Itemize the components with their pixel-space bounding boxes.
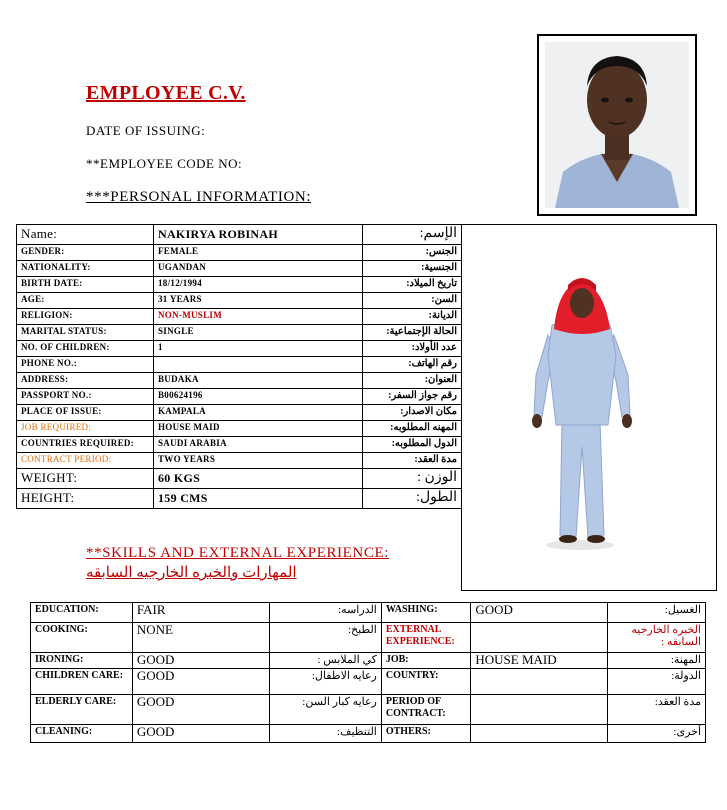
field-label-arabic: المهنه المطلوبه: xyxy=(363,421,462,437)
skill-label-arabic: الطبخ: xyxy=(269,623,381,653)
experience-label: EXTERNAL EXPERIENCE: xyxy=(381,623,471,653)
experience-value xyxy=(471,669,608,695)
field-label: JOB REQUIRED: xyxy=(17,421,154,437)
experience-label: PERIOD OF CONTRACT: xyxy=(381,695,471,725)
field-value: TWO YEARS xyxy=(154,453,363,469)
experience-label: JOB: xyxy=(381,653,471,669)
skills-row xyxy=(31,695,706,725)
field-value: HOUSE MAID xyxy=(154,421,363,437)
field-value: SINGLE xyxy=(154,325,363,341)
personal-info-row xyxy=(17,225,462,245)
field-value xyxy=(154,357,363,373)
skill-label: IRONING: xyxy=(31,653,133,669)
field-value: FEMALE xyxy=(154,245,363,261)
personal-info-row xyxy=(17,261,462,277)
skills-table xyxy=(30,602,706,743)
skills-heading: **SKILLS AND EXTERNAL EXPERIENCE: xyxy=(86,545,389,561)
personal-info-row xyxy=(17,421,462,437)
field-label-arabic: تاريخ الميلاد: xyxy=(363,277,462,293)
experience-label: COUNTRY: xyxy=(381,669,471,695)
field-label-arabic: مكان الاصدار: xyxy=(363,405,462,421)
personal-info-row xyxy=(17,389,462,405)
employee-code-label: **EMPLOYEE CODE NO: xyxy=(86,156,243,171)
skills-row xyxy=(31,669,706,695)
field-label-arabic: مدة العقد: xyxy=(363,453,462,469)
field-label-arabic: السن: xyxy=(363,293,462,309)
skill-label: ELDERLY CARE: xyxy=(31,695,133,725)
experience-value: GOOD xyxy=(471,603,608,623)
field-label: ADDRESS: xyxy=(17,373,154,389)
field-value: NAKIRYA ROBINAH xyxy=(154,225,363,245)
field-value: B00624196 xyxy=(154,389,363,405)
experience-label-arabic: مدة العقد: xyxy=(608,695,706,725)
field-label: AGE: xyxy=(17,293,154,309)
field-label-arabic: العنوان: xyxy=(363,373,462,389)
skill-value: GOOD xyxy=(132,669,269,695)
skills-row xyxy=(31,653,706,669)
field-value: 60 KGS xyxy=(154,469,363,489)
field-value: BUDAKA xyxy=(154,373,363,389)
field-label: Name: xyxy=(17,225,154,245)
skill-label-arabic: كي الملابس : xyxy=(269,653,381,669)
field-label-arabic: الإسم: xyxy=(363,225,462,245)
field-label-arabic: الطول: xyxy=(363,489,462,509)
experience-value: HOUSE MAID xyxy=(471,653,608,669)
field-label: GENDER: xyxy=(17,245,154,261)
experience-value xyxy=(471,623,608,653)
experience-label-arabic: الخبره الخارجيه السابقه : xyxy=(608,623,706,653)
field-label: MARITAL STATUS: xyxy=(17,325,154,341)
experience-label-arabic: الدولة: xyxy=(608,669,706,695)
field-label: PHONE NO.: xyxy=(17,357,154,373)
headshot-photo xyxy=(537,34,697,216)
personal-info-row xyxy=(17,293,462,309)
field-label-arabic: الجنسية: xyxy=(363,261,462,277)
skills-row xyxy=(31,603,706,623)
skill-label: EDUCATION: xyxy=(31,603,133,623)
field-label: NATIONALITY: xyxy=(17,261,154,277)
experience-value xyxy=(471,695,608,725)
personal-info-heading: ***PERSONAL INFORMATION: xyxy=(86,189,312,205)
skill-label-arabic: الدراسه: xyxy=(269,603,381,623)
field-label-arabic: الديانة: xyxy=(363,309,462,325)
field-label-arabic: الوزن : xyxy=(363,469,462,489)
date-of-issuing-label: DATE OF ISSUING: xyxy=(86,123,206,138)
experience-value xyxy=(471,725,608,743)
personal-info-row xyxy=(17,469,462,489)
field-label-arabic: رقم الهاتف: xyxy=(363,357,462,373)
personal-info-table xyxy=(16,224,462,509)
skill-label-arabic: التنظيف: xyxy=(269,725,381,743)
field-label: BIRTH DATE: xyxy=(17,277,154,293)
personal-info-row xyxy=(17,245,462,261)
field-label-arabic: عدد الأولاد: xyxy=(363,341,462,357)
field-value: KAMPALA xyxy=(154,405,363,421)
personal-info-row xyxy=(17,373,462,389)
skill-label-arabic: رعايه الاطفال: xyxy=(269,669,381,695)
personal-info-row xyxy=(17,341,462,357)
full-body-photo xyxy=(461,224,717,591)
field-value: 31 YEARS xyxy=(154,293,363,309)
skill-value: NONE xyxy=(132,623,269,653)
field-value: NON-MUSLIM xyxy=(154,309,363,325)
personal-info-row xyxy=(17,357,462,373)
experience-label-arabic: الغسيل: xyxy=(608,603,706,623)
personal-info-row xyxy=(17,453,462,469)
experience-label: OTHERS: xyxy=(381,725,471,743)
personal-info-row xyxy=(17,325,462,341)
skill-value: GOOD xyxy=(132,653,269,669)
field-label: WEIGHT: xyxy=(17,469,154,489)
field-label: NO. OF CHILDREN: xyxy=(17,341,154,357)
field-label-arabic: رقم جواز السفر: xyxy=(363,389,462,405)
field-value: 159 CMS xyxy=(154,489,363,509)
field-label: CONTRACT PERIOD: xyxy=(17,453,154,469)
skill-value: FAIR xyxy=(132,603,269,623)
experience-label-arabic: المهنة: xyxy=(608,653,706,669)
personal-info-row xyxy=(17,405,462,421)
skills-heading-arabic: المهارات والخبره الخارجيه السابقه xyxy=(86,565,297,581)
field-value: UGANDAN xyxy=(154,261,363,277)
field-label: HEIGHT: xyxy=(17,489,154,509)
field-label-arabic: الحالة الإجتماعية: xyxy=(363,325,462,341)
skill-value: GOOD xyxy=(132,725,269,743)
skill-label: CHILDREN CARE: xyxy=(31,669,133,695)
experience-label: WASHING: xyxy=(381,603,471,623)
personal-info-row xyxy=(17,437,462,453)
skill-label-arabic: رعايه كبار السن: xyxy=(269,695,381,725)
field-value: 1 xyxy=(154,341,363,357)
skill-label: CLEANING: xyxy=(31,725,133,743)
skills-row xyxy=(31,623,706,653)
personal-info-row xyxy=(17,489,462,509)
field-label: RELIGION: xyxy=(17,309,154,325)
field-label: COUNTRIES REQUIRED: xyxy=(17,437,154,453)
field-label-arabic: الجنس: xyxy=(363,245,462,261)
field-label: PASSPORT NO.: xyxy=(17,389,154,405)
personal-info-row xyxy=(17,277,462,293)
field-value: 18/12/1994 xyxy=(154,277,363,293)
personal-info-row xyxy=(17,309,462,325)
skills-row xyxy=(31,725,706,743)
skill-label: COOKING: xyxy=(31,623,133,653)
field-label-arabic: الدول المطلوبه: xyxy=(363,437,462,453)
experience-label-arabic: أخرى: xyxy=(608,725,706,743)
field-value: SAUDI ARABIA xyxy=(154,437,363,453)
skill-value: GOOD xyxy=(132,695,269,725)
field-label: PLACE OF ISSUE: xyxy=(17,405,154,421)
page-title: EMPLOYEE C.V. xyxy=(86,82,246,104)
